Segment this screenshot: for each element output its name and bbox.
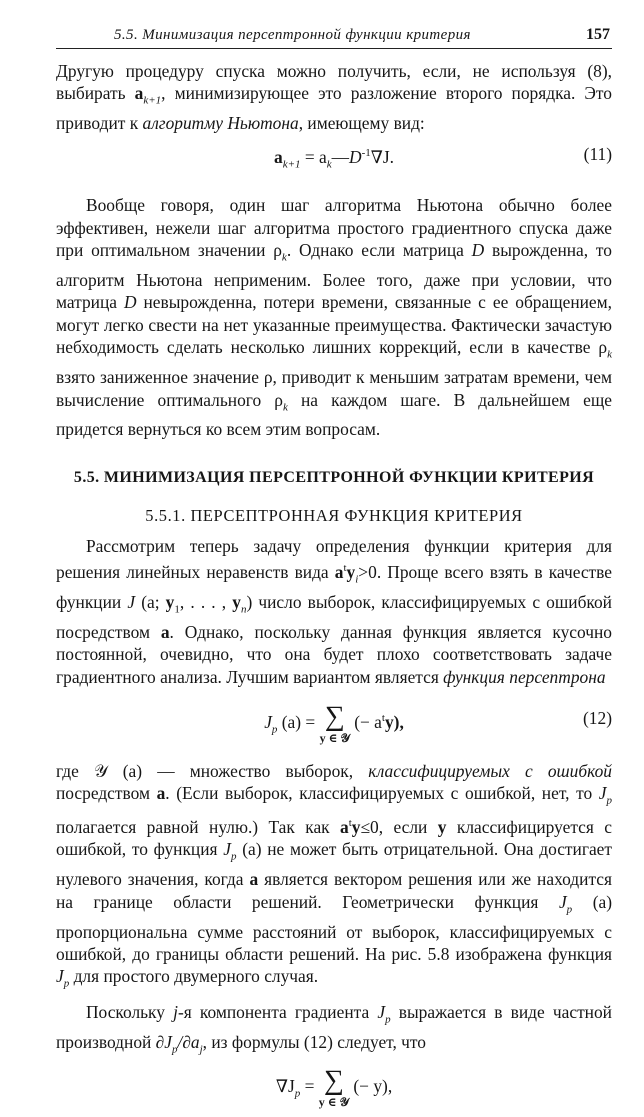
running-header-title: 5.5. Минимизация персептронной функции критерия	[114, 27, 471, 43]
paragraph-3: Рассмотрим теперь задачу определения функции критерия для решения линейных неравенств вида $a^ty_i>0$. Проще всего взять в качестве функции J (a; $y_1$, . . . , $y_n$) число выборок, классифицируемых с ошибкой посредством a. Однако, поскольку данная функция является кусочно постоянной, очевидно, что она будет плохо соответствовать задаче градиентного анализа. Лучшим вариантом является функция персептрона	[56, 535, 612, 687]
section-heading: 5.5. МИНИМИЗАЦИЯ ПЕРСЕПТРОННОЙ ФУНКЦИИ КРИТЕРИЯ	[73, 468, 595, 486]
body-text	[56, 60, 612, 1117]
sum-sign: ∑ y ∈ 𝒴	[319, 700, 350, 745]
gradient-equation: $\nabla J_p$ = ∑ y ∈ 𝒴 (− y),	[275, 1065, 393, 1110]
sum-sign-gradient: ∑ y ∈ 𝒴	[318, 1065, 350, 1110]
subsection-heading: 5.5.1. ПЕРСЕПТРОННАЯ ФУНКЦИЯ КРИТЕРИЯ	[145, 505, 523, 525]
equation-number-11: (11)	[583, 143, 612, 164]
paragraph-4: где 𝒴 (a) — множество выборок, классифицируемых с ошибкой посредством a. (Если выборок, классифицируемых с ошибкой, нет, то $J_p$ полагается равной нулю.) Так как $a^ty\le 0$, если y классифицируется с ошибкой, то функция $J_p$ (a) не может быть отрицательной. Она достигает нулевого значения, когда a является вектором решения или же находится на границе области решений. Геометрически функция $J_p$ (a) пропорциональна сумме расстояний от выборок, классифицируемых с ошибкой, до границы области решений. На рис. 5.8 изображена функция $J_p$ для простого двумерного случая.	[56, 761, 613, 990]
running-header	[56, 20, 612, 49]
page-number: 157	[586, 26, 610, 43]
paragraph-5: Поскольку j-я компонента градиента $J_p$ выражается в виде частной производной $\partial J_p/\partial a_j$, из формулы (12) следует, что	[56, 1002, 612, 1056]
paragraph-2: Вообще говоря, один шаг алгоритма Ньютона обычно более эффективен, нежели шаг алгоритма простого градиентного спуска даже при оптимальном значении $\rho_k$. Однако если матрица D вырожденна, то алгоритм Ньютона неприменим. Более того, даже при условии, что матрица D невырожденна, потери времени, связанные с ее обращением, могут легко свести на нет указанные преимущества. Фактически зачастую небходимость сделать несколько лишних коррекций, если в качестве $\rho_k$ взято заниженное значение ρ, приводит к меньшим затратам времени, чем вычисление оптимального $\rho_k$ на каждом шаге. В дальнейшем еще придется вернуться ко всем этим вопросам.	[56, 195, 613, 440]
paragraph-1: Другую процедуру спуска можно получить, если, не используя (8), выбирать $a_{k+1}$, минимизирующее это разложение второго порядка. Это приводит к алгоритму Ньютона, имеющему вид:	[56, 61, 612, 134]
equation-11: $a_{k+1}$ = $a_k—D^{-1}\nabla J$. (11)	[273, 143, 612, 171]
equation-12: $J_p$ (a) = ∑ y ∈ 𝒴 (− $a^ty$), (12)	[264, 700, 612, 745]
equation-number-12: (12)	[583, 708, 612, 728]
